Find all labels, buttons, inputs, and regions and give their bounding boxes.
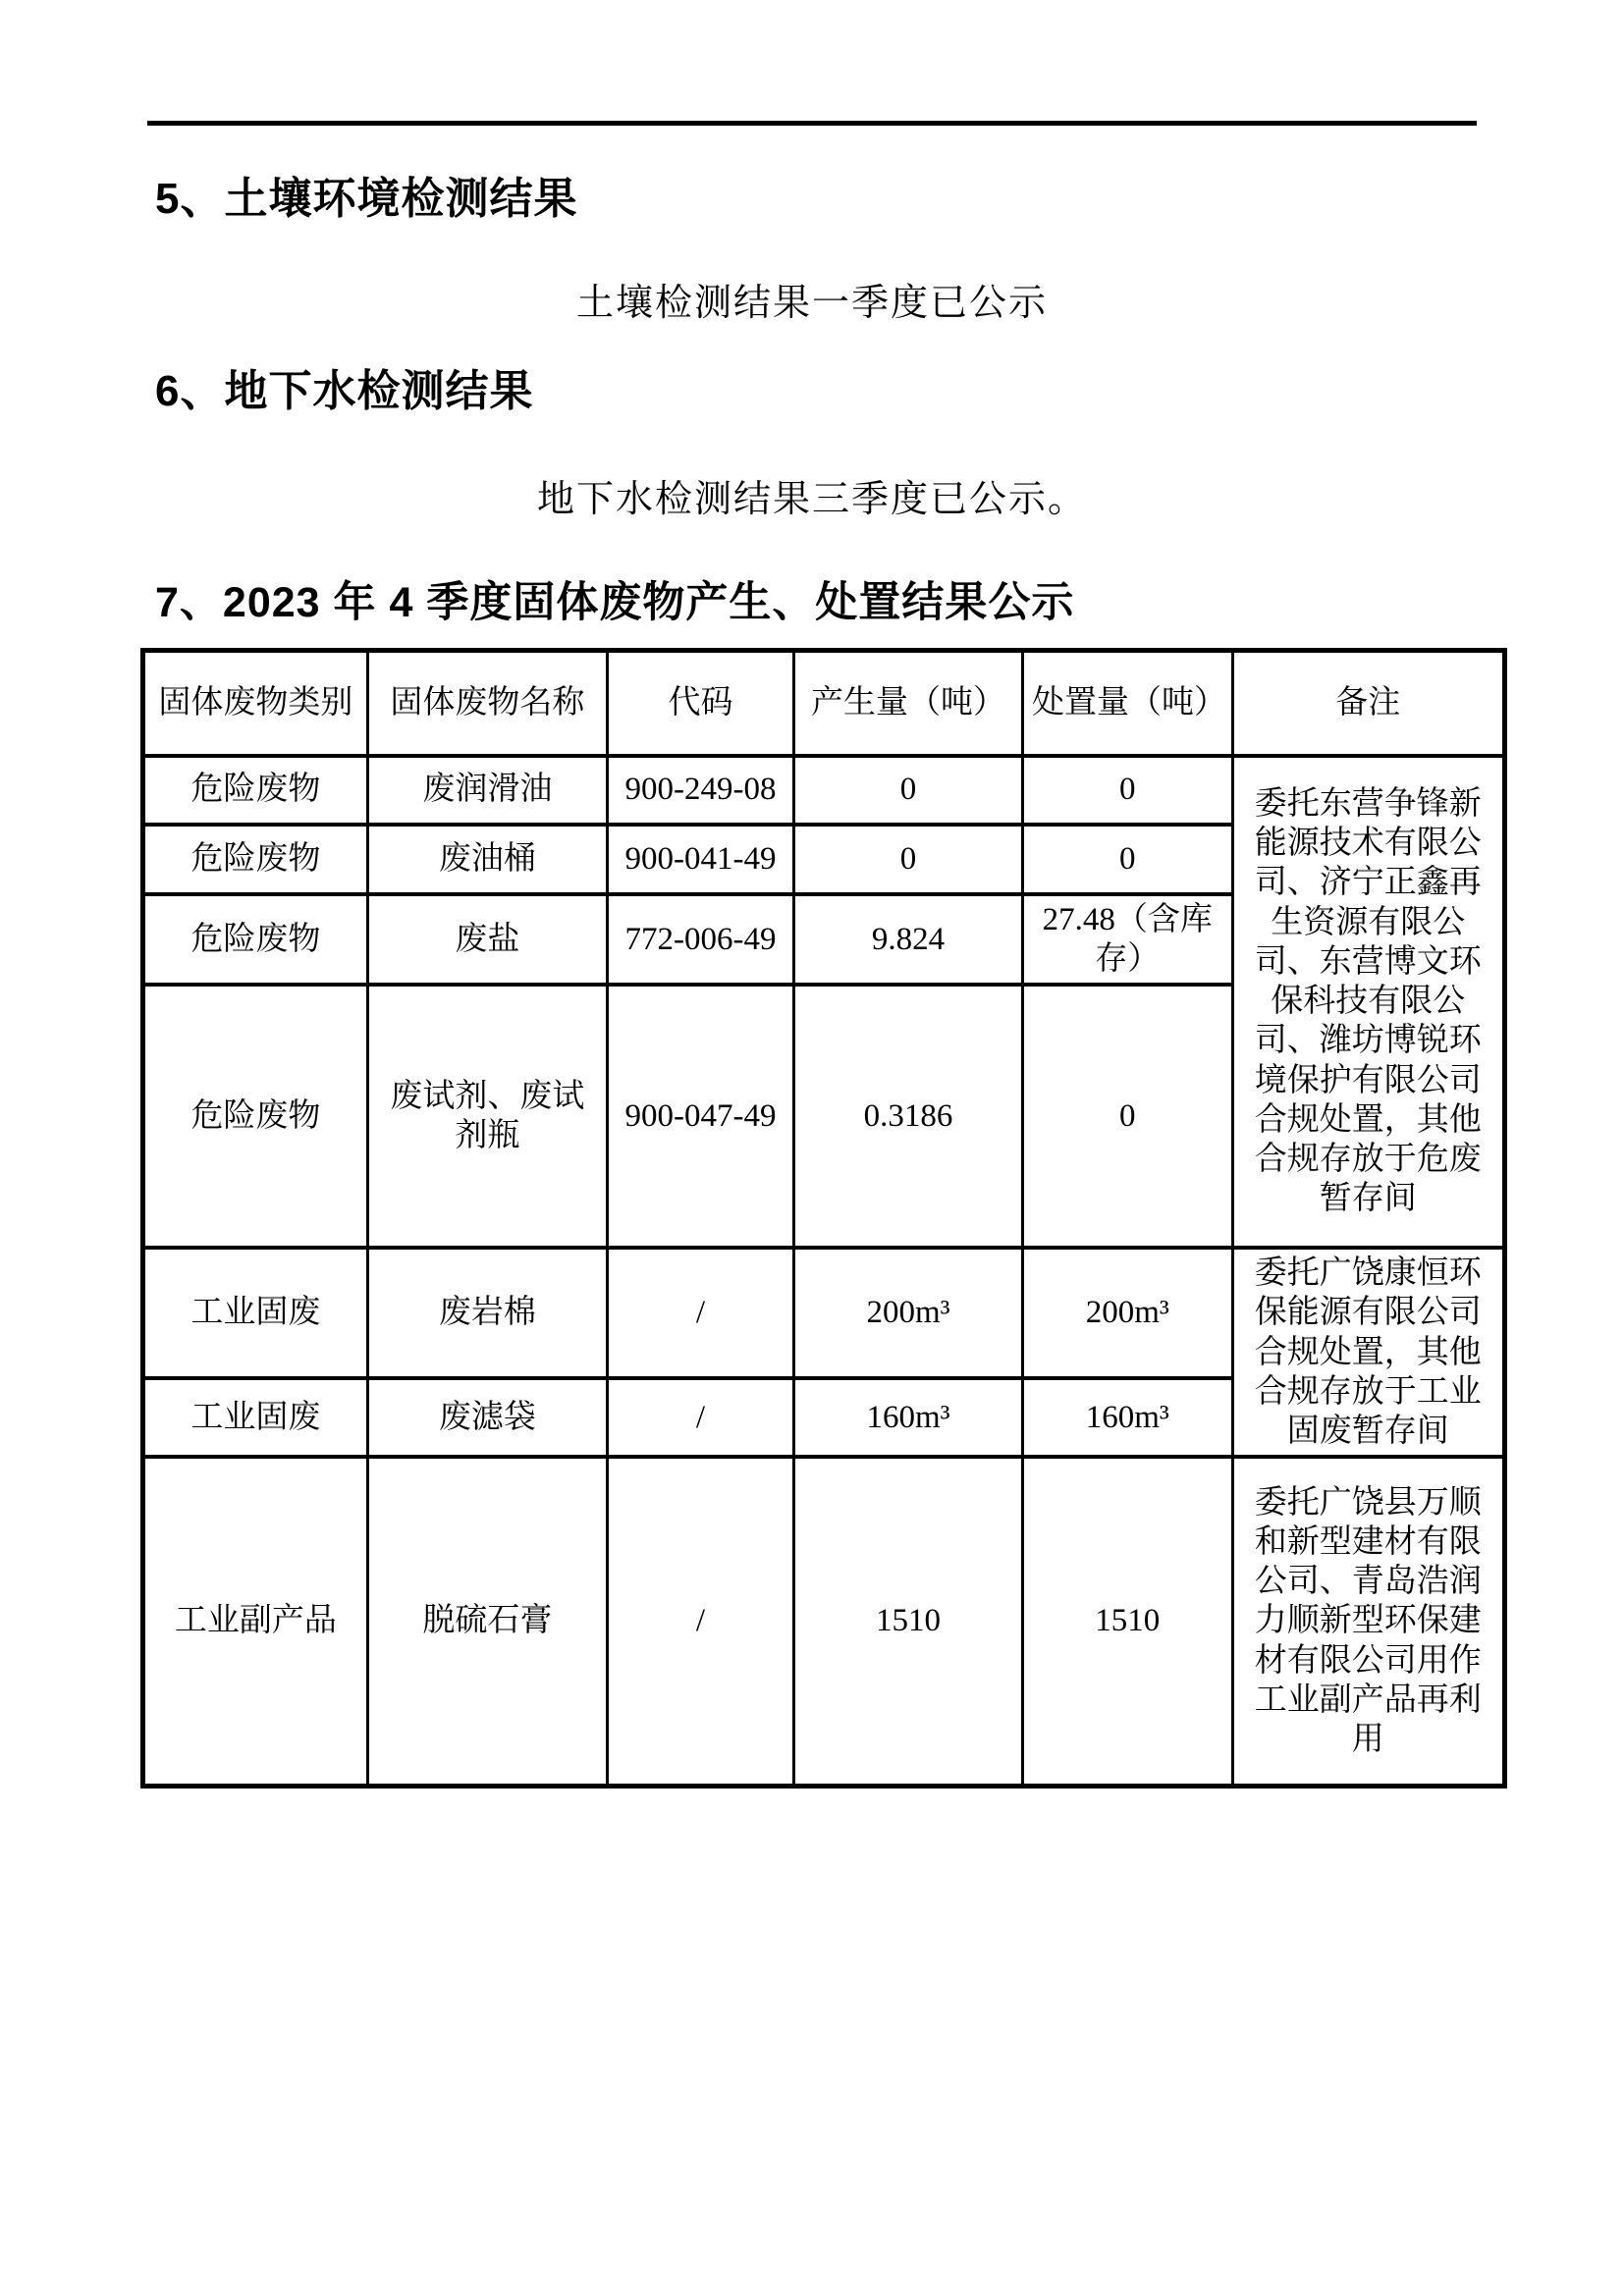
cell-code: /: [607, 1457, 793, 1786]
heading-groundwater-results: 6、地下水检测结果: [155, 367, 534, 415]
col-header-code: 代码: [607, 651, 793, 756]
cell-produced: 160m³: [793, 1378, 1022, 1457]
table-row: [143, 1457, 1505, 1786]
cell-disposed: 0: [1022, 825, 1232, 894]
cell-name: 废试剂、废试剂瓶: [367, 985, 607, 1248]
cell-name: 废滤袋: [367, 1378, 607, 1457]
cell-produced: 0: [793, 756, 1022, 825]
heading-soil-results: 5、土壤环境检测结果: [155, 175, 578, 223]
cell-code: 772-006-49: [607, 894, 793, 986]
cell-name: 废岩棉: [367, 1248, 607, 1378]
col-header-category: 固体废物类别: [143, 651, 368, 756]
solid-waste-table-container: [140, 648, 1507, 1789]
cell-name: 脱硫石膏: [367, 1457, 607, 1786]
cell-category: 危险废物: [143, 985, 368, 1248]
cell-category: 工业副产品: [143, 1457, 368, 1786]
cell-code: 900-249-08: [607, 756, 793, 825]
cell-code: /: [607, 1378, 793, 1457]
page-header-rule: [147, 121, 1477, 126]
solid-waste-table: [140, 648, 1507, 1789]
cell-category: 危险废物: [143, 825, 368, 894]
paragraph-groundwater-status: 地下水检测结果三季度已公示。: [536, 479, 1087, 520]
cell-disposed: 1510: [1022, 1457, 1232, 1786]
cell-name: 废润滑油: [367, 756, 607, 825]
cell-produced: 1510: [793, 1457, 1022, 1786]
remark-cell: 委托东营争锋新能源技术有限公司、济宁正鑫再生资源有限公司、东营博文环保科技有限公司、潍坊博锐环境保护有限公司合规处置，其他合规存放于危废暂存间: [1232, 756, 1504, 1249]
cell-produced: 200m³: [793, 1248, 1022, 1378]
table-row: [143, 756, 1505, 825]
cell-code: 900-047-49: [607, 985, 793, 1248]
col-header-remark: 备注: [1232, 651, 1504, 756]
cell-produced: 9.824: [793, 894, 1022, 986]
cell-disposed: 160m³: [1022, 1378, 1232, 1457]
cell-disposed: 200m³: [1022, 1248, 1232, 1378]
remark-cell: 委托广饶县万顺和新型建材有限公司、青岛浩润力顺新型环保建材有限公司用作工业副产品再利用: [1232, 1457, 1504, 1786]
cell-code: /: [607, 1248, 793, 1378]
cell-produced: 0.3186: [793, 985, 1022, 1248]
col-header-disposed: 处置量（吨）: [1022, 651, 1232, 756]
col-header-name: 固体废物名称: [367, 651, 607, 756]
cell-code: 900-041-49: [607, 825, 793, 894]
cell-name: 废油桶: [367, 825, 607, 894]
col-header-produced: 产生量（吨）: [793, 651, 1022, 756]
cell-category: 危险废物: [143, 894, 368, 986]
cell-disposed: 0: [1022, 985, 1232, 1248]
cell-produced: 0: [793, 825, 1022, 894]
cell-category: 工业固废: [143, 1378, 368, 1457]
waste-table-body: [143, 756, 1505, 1787]
cell-disposed: 0: [1022, 756, 1232, 825]
heading-solid-waste-disclosure: 7、2023 年 4 季度固体废物产生、处置结果公示: [155, 579, 1075, 626]
paragraph-soil-status: 土壤检测结果一季度已公示: [575, 283, 1048, 324]
cell-disposed: 27.48（含库存）: [1022, 894, 1232, 986]
table-row: [143, 1248, 1505, 1378]
cell-name: 废盐: [367, 894, 607, 986]
cell-category: 工业固废: [143, 1248, 368, 1378]
remark-cell: 委托广饶康恒环保能源有限公司合规处置，其他合规存放于工业固废暂存间: [1232, 1248, 1504, 1457]
table-header-row: [143, 651, 1505, 756]
cell-category: 危险废物: [143, 756, 368, 825]
